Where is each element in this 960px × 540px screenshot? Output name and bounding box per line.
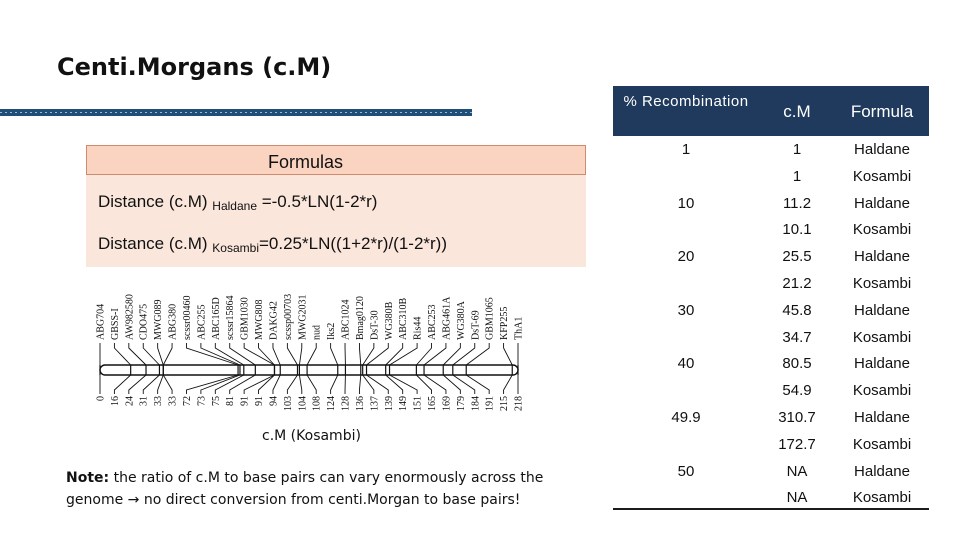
position-label: 108 — [311, 396, 323, 411]
cell-cm: 25.5 — [782, 248, 812, 266]
cell-cm: 80.5 — [782, 355, 812, 373]
haldane-expression: =-0.5*LN(1-2*r) — [257, 192, 378, 211]
marker-label: Ris44 — [412, 316, 424, 340]
marker-label: DAKG42 — [268, 301, 280, 340]
cell-formula: Kosambi — [852, 435, 912, 453]
cell-cm: 10.1 — [782, 221, 812, 239]
position-connector — [163, 375, 172, 394]
position-connector — [244, 375, 274, 394]
position-label: 215 — [499, 396, 511, 411]
marker-label: ABC310B — [398, 297, 410, 340]
position-label: 191 — [484, 396, 496, 411]
title-underline — [0, 108, 472, 118]
position-connector — [424, 375, 446, 394]
marker-label: Bmag0120 — [354, 296, 366, 340]
cell-cm: 310.7 — [778, 409, 816, 426]
cell-formula: Kosambi — [852, 489, 912, 507]
cell-formula: Kosambi — [852, 275, 912, 292]
marker-connector — [163, 343, 172, 365]
header-cm: c.M — [783, 102, 811, 121]
position-label: 75 — [210, 396, 222, 406]
marker-connector — [273, 343, 280, 365]
position-connector — [466, 375, 489, 394]
cell-cm: NA — [786, 462, 808, 480]
position-connector — [307, 375, 316, 394]
marker-label: scssr00460 — [181, 295, 193, 340]
cell-formula: Kosambi — [852, 221, 912, 239]
marker-connector — [186, 343, 238, 365]
position-label: 128 — [340, 396, 352, 411]
marker-label: DsT-69 — [470, 310, 482, 340]
cell-cm: 34.7 — [782, 328, 812, 346]
genetic-linkage-map — [90, 290, 530, 420]
marker-connector — [201, 343, 240, 365]
marker-label: Iks2 — [326, 322, 338, 340]
marker-connector — [299, 343, 301, 365]
marker-label: scssp00703 — [282, 293, 294, 340]
position-label: 137 — [369, 396, 381, 411]
position-label: 33 — [153, 396, 165, 406]
cell-formula: Haldane — [854, 194, 910, 212]
cell-formula: Haldane — [854, 462, 910, 480]
marker-label: GBM1030 — [239, 297, 251, 340]
position-connector — [363, 375, 374, 394]
marker-connector — [390, 343, 418, 365]
header-formula: Formula — [850, 102, 914, 121]
cell-formula: Haldane — [854, 301, 910, 319]
cell-recombination — [641, 431, 731, 458]
position-label: 94 — [268, 396, 280, 406]
marker-label: nud — [311, 325, 323, 340]
cell-cm: 172.7 — [778, 435, 816, 453]
marker-label: CDO475 — [138, 303, 150, 340]
header-recombination: % Recombination — [623, 93, 749, 110]
marker-connector — [504, 343, 513, 365]
cell-recombination — [641, 216, 731, 243]
position-label: 104 — [297, 396, 309, 411]
position-connector — [331, 375, 338, 394]
position-label: 73 — [196, 396, 208, 406]
marker-connector — [287, 343, 297, 365]
haldane-prefix: Distance (c.M) — [98, 192, 213, 211]
cell-recombination — [641, 377, 731, 404]
cell-cm: 54.9 — [782, 382, 812, 400]
kosambi-formula — [98, 234, 447, 255]
cell-recombination — [641, 324, 731, 351]
marker-label: MWG089 — [153, 299, 165, 340]
position-connector — [359, 375, 360, 394]
position-connector — [390, 375, 418, 394]
position-label: 184 — [470, 396, 482, 411]
position-label: 31 — [138, 396, 150, 406]
marker-label: MWG2031 — [297, 294, 309, 340]
haldane-subscript: Haldane — [212, 199, 257, 213]
position-label: 0 — [95, 396, 107, 401]
note-text — [66, 467, 576, 511]
cell-cm: 21.2 — [782, 275, 812, 292]
position-label: 149 — [398, 396, 410, 411]
cell-recombination: 40 — [677, 355, 695, 373]
position-connector — [299, 375, 301, 394]
marker-label: ThA1 — [513, 316, 525, 340]
cell-recombination: 50 — [677, 462, 695, 480]
marker-connector — [259, 343, 275, 365]
marker-connector — [230, 343, 256, 365]
position-label: 81 — [225, 396, 237, 406]
marker-connector — [158, 343, 164, 365]
position-label: 91 — [239, 396, 251, 406]
position-connector — [287, 375, 297, 394]
cell-recombination — [641, 270, 731, 297]
cell-recombination: 1 — [681, 141, 691, 158]
position-connector — [273, 375, 280, 394]
cell-cm: 1 — [792, 141, 802, 158]
marker-label: ABG461A — [441, 296, 453, 340]
marker-connector — [424, 343, 446, 365]
marker-label: ABC253 — [427, 304, 439, 340]
note-body: the ratio of c.M to base pairs can vary enormously across the genome → no direct conversion from centi.Morgan to base pairs! — [66, 470, 544, 508]
cell-recombination: 30 — [677, 301, 695, 319]
formulas-header — [86, 145, 586, 175]
marker-label: MWG808 — [254, 299, 266, 340]
kosambi-prefix: Distance (c.M) — [98, 234, 213, 253]
marker-connector — [307, 343, 316, 365]
position-label: 72 — [181, 396, 193, 406]
cell-recombination: 49.9 — [671, 409, 701, 426]
formulas-panel — [86, 145, 586, 267]
marker-connector — [453, 343, 475, 365]
note-label: Note: — [66, 470, 110, 486]
marker-label: ABG380 — [167, 303, 179, 340]
position-connector — [186, 375, 238, 394]
marker-label: AW982580 — [124, 294, 136, 340]
marker-connector — [143, 343, 159, 365]
table-bottom-border — [613, 508, 929, 510]
cell-formula: Kosambi — [852, 382, 912, 400]
position-label: 151 — [412, 396, 424, 411]
marker-label: KFP255 — [499, 306, 511, 340]
cell-formula: Haldane — [854, 409, 910, 426]
map-caption: c.M (Kosambi) — [262, 428, 361, 444]
position-label: 136 — [354, 396, 366, 411]
cell-recombination — [641, 163, 731, 190]
marker-label: ABC165D — [210, 297, 222, 340]
cell-cm: 11.2 — [782, 194, 812, 212]
cell-formula: Haldane — [854, 141, 910, 158]
position-connector — [453, 375, 475, 394]
position-label: 165 — [427, 396, 439, 411]
marker-connector — [244, 343, 274, 365]
position-label: 91 — [254, 396, 266, 406]
marker-label: DsT-30 — [369, 310, 381, 340]
position-label: 179 — [455, 396, 467, 411]
position-label: 103 — [282, 396, 294, 411]
position-label: 139 — [383, 396, 395, 411]
position-connector — [158, 375, 164, 394]
marker-label: GBM1065 — [484, 297, 496, 340]
cell-formula: Haldane — [854, 355, 910, 373]
position-label: 124 — [326, 396, 338, 411]
position-label: 169 — [441, 396, 453, 411]
position-label: 218 — [513, 396, 525, 411]
position-label: 33 — [167, 396, 179, 406]
marker-connector — [466, 343, 489, 365]
cell-formula: Kosambi — [852, 167, 912, 185]
position-connector — [416, 375, 431, 394]
position-connector — [504, 375, 513, 394]
marker-connector — [114, 343, 130, 365]
slide-title: Centi.Morgans (c.M) — [57, 53, 332, 81]
cell-recombination: 20 — [677, 248, 695, 266]
position-label: 16 — [109, 396, 121, 406]
position-connector — [143, 375, 159, 394]
marker-connector — [363, 343, 374, 365]
marker-label: GBSS-I — [109, 308, 121, 340]
cell-recombination: 10 — [677, 194, 695, 212]
marker-label: scssr15864 — [225, 295, 237, 340]
cell-cm: NA — [786, 489, 808, 507]
table-header-row — [613, 86, 929, 136]
position-connector — [259, 375, 275, 394]
marker-label: ABC1024 — [340, 299, 352, 340]
marker-label: WG380B — [383, 301, 395, 340]
marker-label: ABG704 — [95, 303, 107, 340]
cell-formula: Haldane — [854, 248, 910, 266]
haldane-formula — [98, 192, 377, 213]
kosambi-subscript: Kosambi — [212, 241, 259, 255]
formulas-heading: Formulas — [268, 152, 344, 172]
marker-label: ABC255 — [196, 304, 208, 340]
kosambi-expression: =0.25*LN((1+2*r)/(1-2*r)) — [258, 234, 447, 253]
marker-connector — [416, 343, 431, 365]
cell-cm: 45.8 — [782, 301, 812, 319]
cell-formula: Kosambi — [852, 328, 912, 346]
cell-cm: 1 — [792, 167, 802, 185]
position-label: 24 — [124, 396, 136, 406]
marker-label: WG380A — [455, 301, 467, 340]
marker-connector — [359, 343, 360, 365]
position-connector — [114, 375, 130, 394]
marker-connector — [331, 343, 338, 365]
